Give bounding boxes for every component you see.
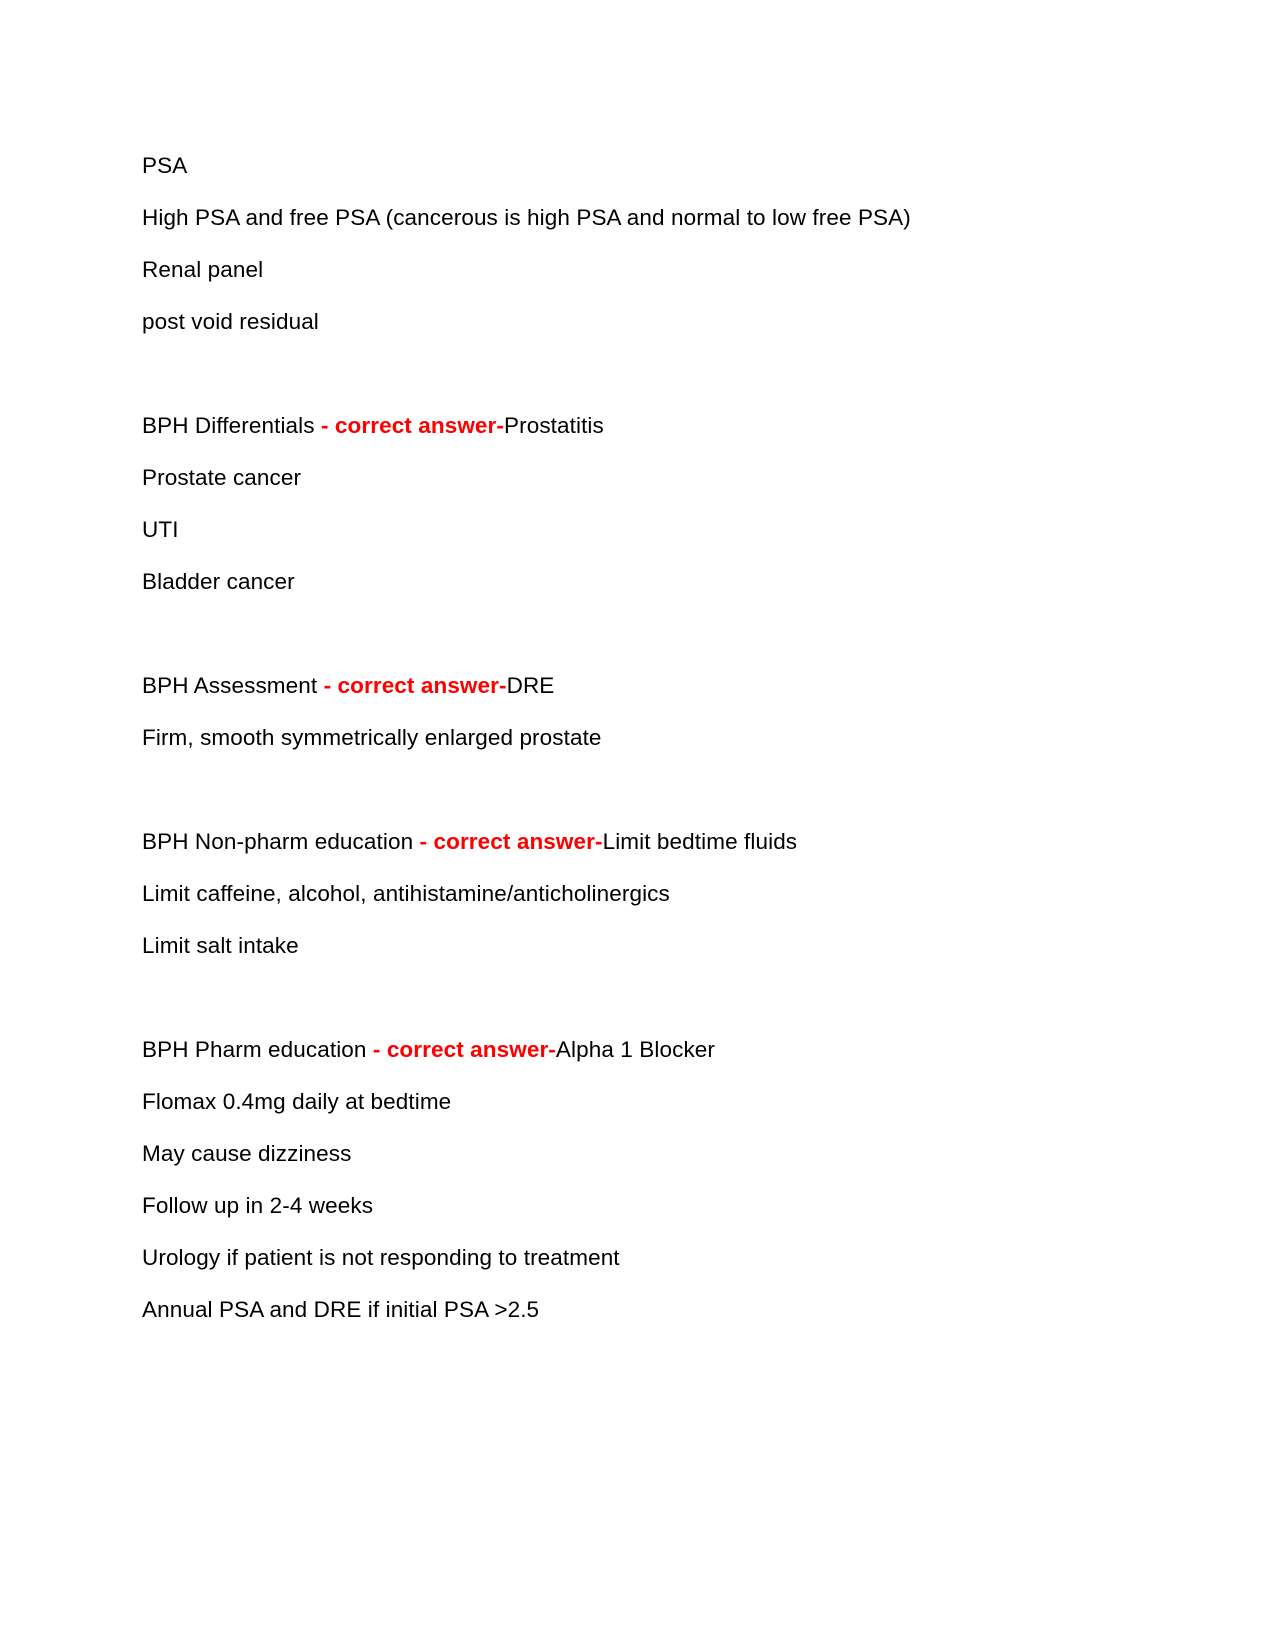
- block-psa: [142, 140, 1142, 348]
- block-spacer-3: [142, 764, 1142, 816]
- qa-line: [142, 816, 1142, 868]
- text-line: Flomax 0.4mg daily at bedtime: [142, 1089, 452, 1114]
- answer-text: Limit bedtime fluids: [602, 829, 798, 854]
- answer-text: Prostatitis: [504, 413, 604, 438]
- text-line: Bladder cancer: [142, 569, 295, 594]
- empty-line: [142, 764, 1142, 816]
- block-spacer-2: [142, 608, 1142, 660]
- text-line: Urology if patient is not responding to treatment: [142, 1245, 620, 1270]
- text-line: PSA: [142, 153, 188, 178]
- block-spacer-4: [142, 972, 1142, 1024]
- text-line: Prostate cancer: [142, 465, 302, 490]
- text-line: High PSA and free PSA (cancerous is high PSA and normal to low free PSA): [142, 205, 911, 230]
- text-line: Limit salt intake: [142, 933, 299, 958]
- qa-line: [142, 400, 1142, 452]
- empty-line: [142, 608, 1142, 660]
- answer-text: DRE: [506, 673, 555, 698]
- empty-line: [142, 348, 1142, 400]
- question-prompt: BPH Pharm education: [142, 1037, 373, 1062]
- text-line: Annual PSA and DRE if initial PSA >2.5: [142, 1297, 540, 1322]
- correct-answer-marker: - correct answer-: [419, 829, 603, 854]
- text-line: Firm, smooth symmetrically enlarged prostate: [142, 725, 602, 750]
- correct-answer-marker: - correct answer-: [320, 413, 504, 438]
- block-spacer-1: [142, 348, 1142, 400]
- answer-text: Alpha 1 Blocker: [555, 1037, 715, 1062]
- question-prompt: BPH Differentials: [142, 413, 321, 438]
- block-bph-pharm: [142, 1024, 1142, 1336]
- empty-line: [142, 972, 1142, 1024]
- question-prompt: BPH Non-pharm education: [142, 829, 420, 854]
- text-line: post void residual: [142, 309, 319, 334]
- block-bph-assessment: [142, 660, 1142, 764]
- correct-answer-marker: - correct answer-: [372, 1037, 556, 1062]
- block-bph-non-pharm: [142, 816, 1142, 972]
- text-line: Renal panel: [142, 257, 264, 282]
- correct-answer-marker: - correct answer-: [323, 673, 507, 698]
- text-line: May cause dizziness: [142, 1141, 352, 1166]
- text-line: Follow up in 2-4 weeks: [142, 1193, 374, 1218]
- text-line: Limit caffeine, alcohol, antihistamine/anticholinergics: [142, 881, 670, 906]
- document-body: [142, 140, 1142, 1336]
- block-bph-differentials: [142, 400, 1142, 608]
- qa-line: [142, 1024, 1142, 1076]
- question-prompt: BPH Assessment: [142, 673, 324, 698]
- text-line: UTI: [142, 517, 179, 542]
- qa-line: [142, 660, 1142, 712]
